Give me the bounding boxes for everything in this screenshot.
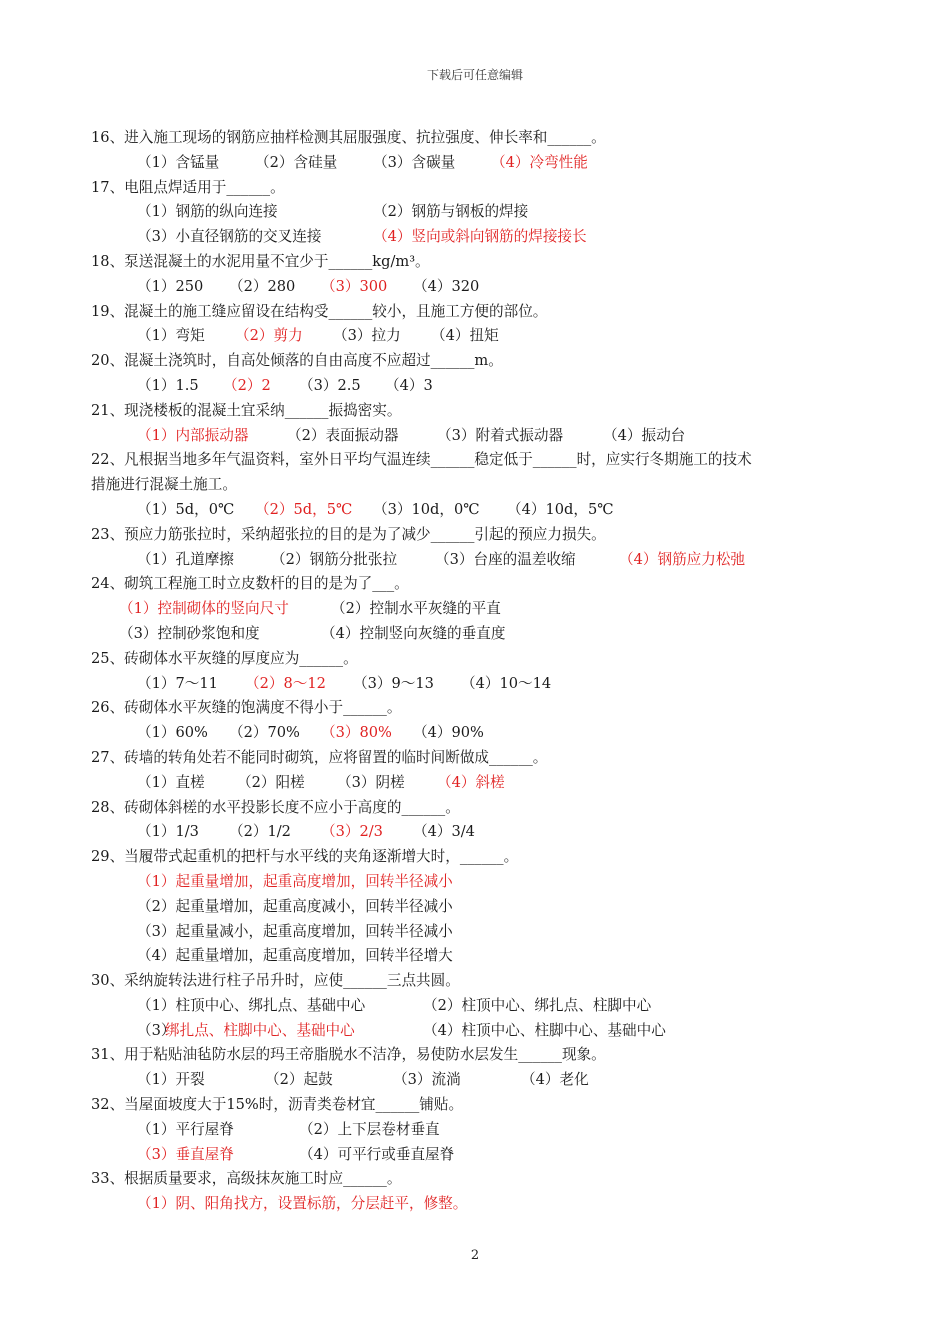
answer-options-row xyxy=(91,1019,871,1044)
answer-options-row xyxy=(91,374,871,399)
answer-option: （4）3 xyxy=(385,376,433,394)
page-header: 下载后可任意编辑 xyxy=(426,68,523,82)
answer-options-row xyxy=(91,622,871,647)
answer-option: （4）10～14 xyxy=(461,674,552,692)
question-text: 24、砌筑工程施工时立皮数杆的目的是为了___。 xyxy=(91,575,409,593)
answer-option: （3）2.5 xyxy=(299,376,361,394)
correct-answer-option: （4）钢筋应力松弛 xyxy=(619,550,746,568)
question-text: 26、砖砌体水平灰缝的饱满度不得小于______。 xyxy=(91,699,402,717)
answer-options-row xyxy=(91,200,871,225)
answer-option: （3）控制砂浆饱和度 xyxy=(119,624,260,642)
answer-options-row xyxy=(91,672,871,697)
answer-option: （1）1.5 xyxy=(137,376,199,394)
answer-option: （3）附着式振动器 xyxy=(437,426,564,444)
question-text: 32、当屋面坡度大于15%时，沥青类卷材宜______铺贴。 xyxy=(91,1096,464,1114)
correct-answer-option: （3）2/3 xyxy=(321,823,383,841)
question-text: 18、泵送混凝土的水泥用量不宜少于______kg/m³。 xyxy=(91,252,430,270)
correct-answer-option: 绑扎点、柱脚中心、基础中心 xyxy=(165,1021,355,1039)
question-text: 19、混凝土的施工缝应留设在结构受______较小，且施工方便的部位。 xyxy=(91,302,548,320)
answer-option: （2）含硅量 xyxy=(255,153,338,171)
answer-option: （4）10d，5℃ xyxy=(507,500,614,518)
answer-option: （4）柱顶中心、柱脚中心、基础中心 xyxy=(423,1021,666,1039)
correct-answer-option: （4）冷弯性能 xyxy=(491,153,588,171)
answer-option: （3）台座的温差收缩 xyxy=(435,550,576,568)
question-text: 31、用于粘贴油毡防水层的玛王帝脂脱水不洁净，易使防水层发生______现象。 xyxy=(91,1046,606,1064)
answer-options-row xyxy=(91,225,871,250)
question-text: 30、采纳旋转法进行柱子吊升时，应使______三点共圆。 xyxy=(91,972,460,990)
answer-option: （3）阴槎 xyxy=(337,773,405,791)
question-text: 22、凡根据当地多年气温资料，室外日平均气温连续______稳定低于______时，应实行冬期施工的技术 xyxy=(91,451,752,469)
page-number: 2 xyxy=(470,1248,480,1263)
answer-options-row xyxy=(91,1118,871,1143)
correct-answer-option: （3）80% xyxy=(321,724,392,742)
answer-options-row xyxy=(91,498,871,523)
answer-options-row xyxy=(91,548,871,573)
answer-option: （2）表面振动器 xyxy=(287,426,399,444)
answer-options-row xyxy=(91,920,871,945)
correct-answer-option: （2）5d，5℃ xyxy=(255,500,353,518)
correct-answer-option: （4）斜槎 xyxy=(437,773,505,791)
answer-option: （3）起重量减小，起重高度增加，回转半径减小 xyxy=(137,922,453,940)
answer-option: （1）1/3 xyxy=(137,823,199,841)
answer-options-row xyxy=(91,1143,871,1168)
answer-option: （1）弯矩 xyxy=(137,327,205,345)
answer-option: （2）柱顶中心、绑扎点、柱脚中心 xyxy=(423,996,652,1014)
answer-option: （2）上下层卷材垂直 xyxy=(299,1120,440,1138)
answer-option: （4）320 xyxy=(413,277,480,295)
answer-options-row xyxy=(91,424,871,449)
answer-option: （1）7～11 xyxy=(137,674,218,692)
correct-answer-option: （1）内部振动器 xyxy=(137,426,249,444)
answer-options-row xyxy=(91,820,871,845)
correct-answer-option: （4）竖向或斜向钢筋的焊接接长 xyxy=(373,228,587,246)
correct-answer-option: （2）剪力 xyxy=(235,327,303,345)
answer-option: （1）平行屋脊 xyxy=(137,1120,234,1138)
exam-questions xyxy=(91,126,871,1217)
question-text: 29、当履带式起重机的把杆与水平线的夹角逐渐增大时，______。 xyxy=(91,848,519,866)
answer-option: （1）开裂 xyxy=(137,1071,205,1089)
answer-options-row xyxy=(91,597,871,622)
answer-option: （2）1/2 xyxy=(229,823,291,841)
answer-option: （4）3/4 xyxy=(413,823,475,841)
correct-answer-option: （1）阴、阳角找方，设置标筋，分层赶平，修整。 xyxy=(137,1195,468,1213)
answer-option: （4）可平行或垂直屋脊 xyxy=(299,1145,455,1163)
answer-option: （2）70% xyxy=(229,724,300,742)
answer-options-row xyxy=(91,324,871,349)
answer-option: （3）拉力 xyxy=(333,327,401,345)
answer-option: （4）振动台 xyxy=(603,426,686,444)
answer-option: （2）阳槎 xyxy=(237,773,305,791)
answer-option: （3） xyxy=(137,1021,176,1039)
answer-options-row xyxy=(91,1192,871,1217)
answer-option: （1）孔道摩擦 xyxy=(137,550,234,568)
answer-options-row xyxy=(91,275,871,300)
answer-option: （4）90% xyxy=(413,724,484,742)
question-text: 17、电阻点焊适用于______。 xyxy=(91,178,285,196)
question-text-continued: 措施进行混凝土施工。 xyxy=(91,476,237,494)
answer-options-row xyxy=(91,771,871,796)
question-text: 23、预应力筋张拉时，采纳超张拉的目的是为了减少______引起的预应力损失。 xyxy=(91,525,606,543)
answer-options-row xyxy=(91,151,871,176)
answer-options-row xyxy=(91,1068,871,1093)
answer-option: （1）5d，0℃ xyxy=(137,500,235,518)
correct-answer-option: （1）控制砌体的竖向尺寸 xyxy=(119,600,289,618)
answer-option: （3）流淌 xyxy=(393,1071,461,1089)
answer-option: （2）控制水平灰缝的平直 xyxy=(331,600,501,618)
answer-option: （2）起鼓 xyxy=(265,1071,333,1089)
correct-answer-option: （3）垂直屋脊 xyxy=(137,1145,234,1163)
answer-option: （1）250 xyxy=(137,277,204,295)
answer-option: （1）直槎 xyxy=(137,773,205,791)
correct-answer-option: （3）300 xyxy=(321,277,388,295)
question-text: 33、根据质量要求，高级抹灰施工时应______。 xyxy=(91,1170,402,1188)
correct-answer-option: （2）8～12 xyxy=(245,674,326,692)
answer-option: （2）钢筋与钢板的焊接 xyxy=(373,203,529,221)
answer-option: （2）起重量增加，起重高度减小，回转半径减小 xyxy=(137,897,453,915)
answer-option: （4）起重量增加，起重高度增加，回转半径增大 xyxy=(137,947,453,965)
answer-options-row xyxy=(91,895,871,920)
answer-options-row xyxy=(91,870,871,895)
answer-option: （1）60% xyxy=(137,724,208,742)
answer-option: （1）含锰量 xyxy=(137,153,220,171)
answer-options-row xyxy=(91,994,871,1019)
question-text: 27、砖墙的转角处若不能同时砌筑，应将留置的临时间断做成______。 xyxy=(91,748,548,766)
answer-option: （2）钢筋分批张拉 xyxy=(271,550,398,568)
correct-answer-option: （2）2 xyxy=(223,376,271,394)
answer-option: （4）扭矩 xyxy=(431,327,499,345)
question-text: 20、混凝土浇筑时，自高处倾落的自由高度不应超过______m。 xyxy=(91,352,503,370)
answer-options-row xyxy=(91,721,871,746)
answer-option: （1）钢筋的纵向连接 xyxy=(137,203,278,221)
answer-option: （3）小直径钢筋的交叉连接 xyxy=(137,228,322,246)
answer-option: （3）含碳量 xyxy=(373,153,456,171)
question-text: 21、现浇楼板的混凝土宜采纳______振捣密实。 xyxy=(91,401,402,419)
answer-option: （1）柱顶中心、绑扎点、基础中心 xyxy=(137,996,366,1014)
answer-option: （2）280 xyxy=(229,277,296,295)
answer-option: （3）9～13 xyxy=(353,674,434,692)
answer-options-row xyxy=(91,944,871,969)
correct-answer-option: （1）起重量增加，起重高度增加，回转半径减小 xyxy=(137,872,453,890)
question-text: 28、砖砌体斜槎的水平投影长度不应小于高度的______。 xyxy=(91,798,460,816)
answer-option: （3）10d，0℃ xyxy=(373,500,480,518)
question-text: 25、砖砌体水平灰缝的厚度应为______。 xyxy=(91,649,358,667)
question-text: 16、进入施工现场的钢筋应抽样检测其屈服强度、抗拉强度、伸长率和______。 xyxy=(91,129,606,146)
answer-option: （4）控制竖向灰缝的垂直度 xyxy=(321,624,506,642)
answer-option: （4）老化 xyxy=(521,1071,589,1089)
